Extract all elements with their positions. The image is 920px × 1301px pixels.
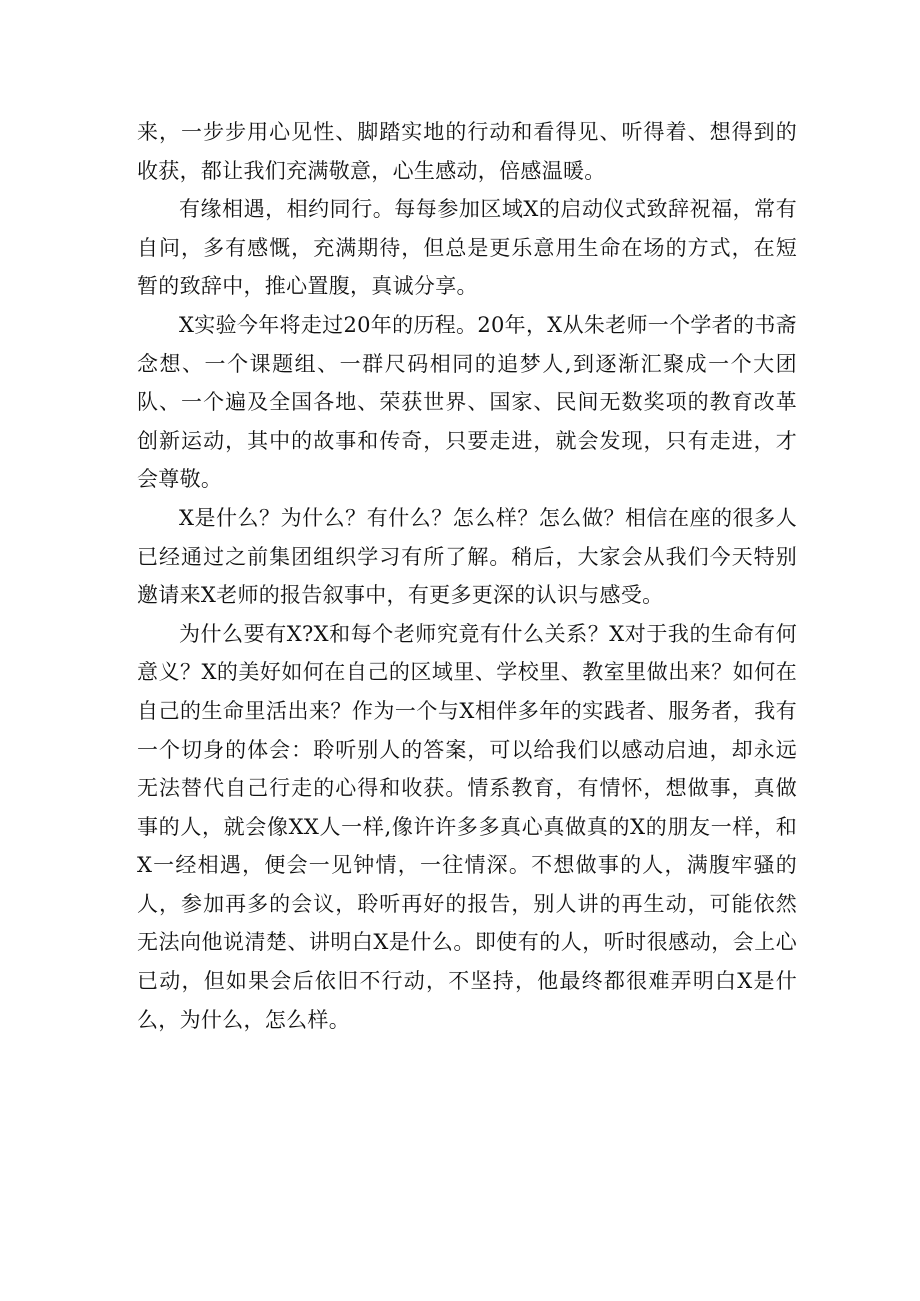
body-text — [137, 113, 797, 1039]
paragraph: X实验今年将走过20年的历程。20年，X从朱老师一个学者的书斋念想、一个课题组、一群尺码相同的追梦人,到逐渐汇聚成一个大团队、一个遍及全国各地、荣获世界、国家、民间无数奖项的教育改革创新运动，其中的故事和传奇，只要走进，就会发现，只有走进，才会尊敬。 — [137, 312, 797, 492]
paragraph-continued: 来，一步步用心见性、脚踏实地的行动和看得见、听得着、想得到的收获，都让我们充满敬意，心生感动，倍感温暖。 — [137, 120, 797, 183]
paragraph: 有缘相遇，相约同行。每每参加区域X的启动仪式致辞祝福，常有自问，多有感慨，充满期待，但总是更乐意用生命在场的方式，在短暂的致辞中，推心置腹，真诚分享。 — [137, 197, 797, 299]
paragraph: 为什么要有X?X和每个老师究竟有什么关系？X对于我的生命有何意义？X的美好如何在自己的区域里、学校里、教室里做出来？如何在自己的生命里活出来？作为一个与X相伴多年的实践者、服务者，我有一个切身的体会：聆听别人的答案，可以给我们以感动启迪，却永远无法替代自己行走的心得和收获。情系教育，有情怀，想做事，真做事的人，就会像XX人一样,像许许多多真心真做真的X的朋友一样，和X一经相遇，便会一见钟情，一往情深。不想做事的人，满腹牢骚的人，参加再多的会议，聆听再好的报告，别人讲的再生动，可能依然无法向他说清楚、讲明白X是什么。即使有的人，听时很感动，会上心已动，但如果会后依旧不行动，不坚持，他最终都很难弄明白X是什么，为什么，怎么样。 — [137, 621, 797, 1032]
paragraph: X是什么？为什么？有什么？怎么样？怎么做？相信在座的很多人已经通过之前集团组织学习有所了解。稍后，大家会从我们今天特别邀请来X老师的报告叙事中，有更多更深的认识与感受。 — [137, 505, 797, 608]
